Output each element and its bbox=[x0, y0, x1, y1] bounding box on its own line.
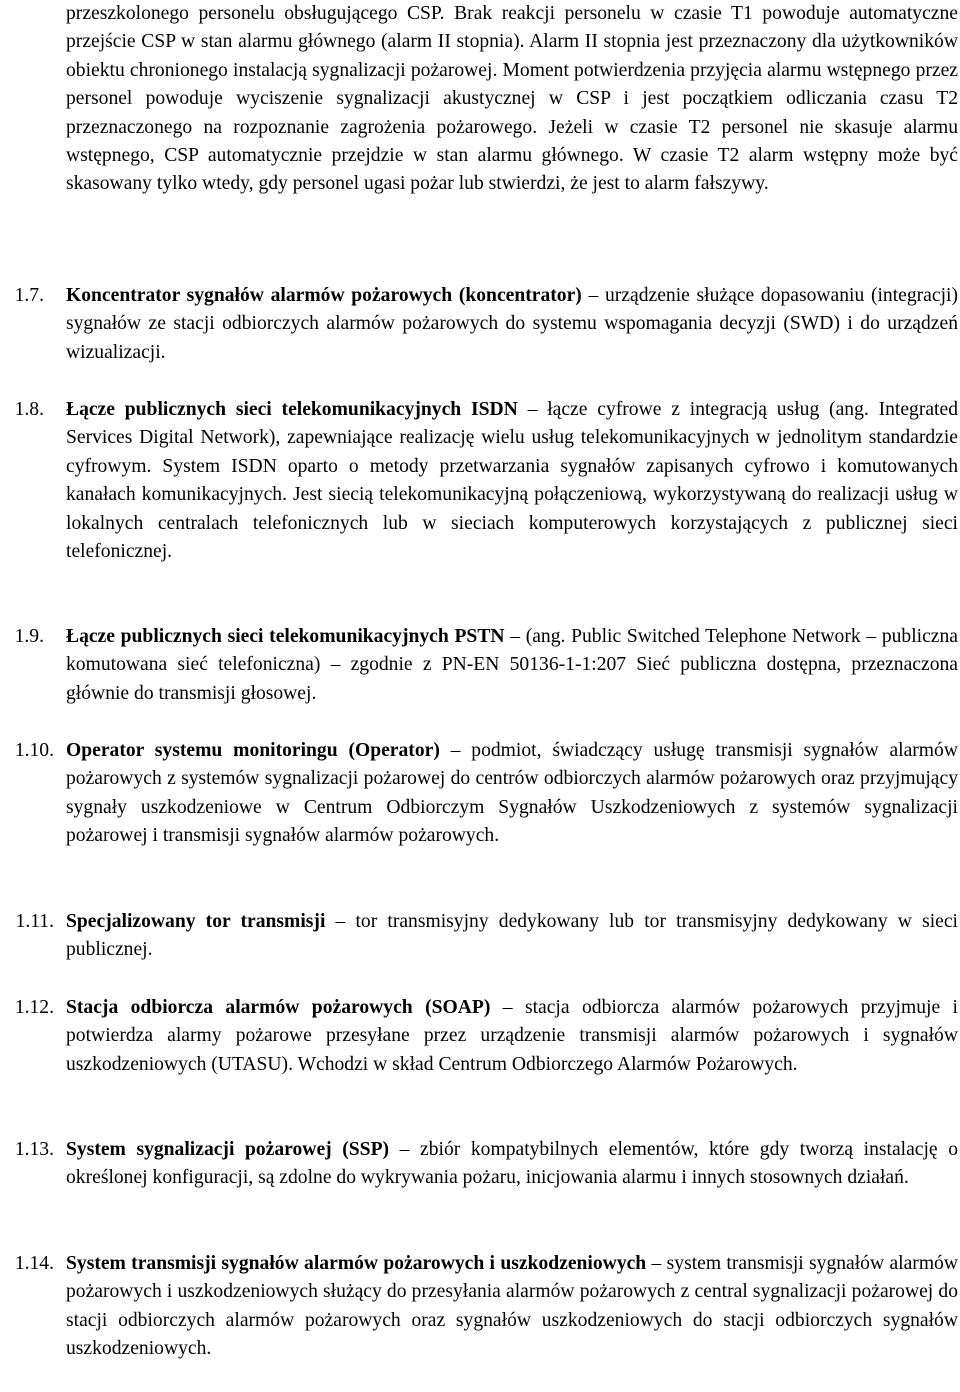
definition-term: Operator systemu monitoringu (Operator) bbox=[66, 740, 440, 761]
definition-body: – łącze cyfrowe z integracją usług (ang. Integrated Services Digital Network), zapewniające realizację wielu usług telekomunikacyjnych w jednolitym standardzie cyfrowym. System ISDN oparto o metody przetwarzania sygnałów zapisanych cyfrowo i komutowanych kanałach komunikacyjnych. Jest siecią telekomunikacyjną połączeniową, wykorzystywaną do realizacji usług w lokalnych centralach telefonicznych lub w sieciach komputerowych korzystających z publicznej sieci telefonicznej. bbox=[66, 399, 958, 563]
definition-text bbox=[66, 1250, 958, 1364]
definition-text bbox=[66, 994, 958, 1079]
definition-body: – system transmisji sygnałów alarmów pożarowych i uszkodzeniowych służący do przesyłania alarmów pożarowych z central sygnalizacji pożarowej do stacji odbiorczych alarmów pożarowych oraz sygnałów uszkodzeniowych do stacji odbiorczych sygnałów uszkodzeniowych. bbox=[66, 1253, 959, 1360]
definition-text bbox=[66, 396, 958, 566]
definition-term: Stacja odbiorcza alarmów pożarowych (SOAP) bbox=[66, 997, 491, 1018]
definition-1-12 bbox=[0, 994, 958, 1079]
definition-term: Specjalizowany tor transmisji bbox=[66, 911, 326, 932]
intro-paragraph: przeszkolonego personelu obsługującego CSP. Brak reakcji personelu w czasie T1 powoduje automatyczne przejście CSP w stan alarmu głównego (alarm II stopnia). Alarm II stopnia jest przeznaczony dla użytkowników obiektu chronionego instalacją sygnalizacji pożarowej. Moment potwierdzenia przyjęcia alarmu wstępnego przez personel powoduje wyciszenie sygnalizacji akustycznej w CSP i jest początkiem odliczania czasu T2 przeznaczonego na rozpoznanie zagrożenia pożarowego. Jeżeli w czasie T2 personel nie skasuje alarmu wstępnego, CSP automatycznie przejdzie w stan alarmu głównego. W czasie T2 alarm wstępny może być skasowany tylko wtedy, gdy personel ugasi pożar lub stwierdzi, że jest to alarm fałszywy. bbox=[66, 3, 958, 195]
definition-term: Łącze publicznych sieci telekomunikacyjnych ISDN bbox=[66, 399, 518, 420]
definition-term: System transmisji sygnałów alarmów pożarowych i uszkodzeniowych bbox=[66, 1253, 647, 1274]
definition-term: Łącze publicznych sieci telekomunikacyjnych PSTN bbox=[66, 626, 505, 647]
definition-1-14 bbox=[0, 1250, 958, 1364]
definition-term: Koncentrator sygnałów alarmów pożarowych (koncentrator) bbox=[66, 285, 582, 306]
definition-number: 1.10. bbox=[14, 740, 54, 761]
definition-body: – podmiot, świadczący usługę transmisji sygnałów alarmów pożarowych z systemów sygnalizacji pożarowej do centrów odbiorczych alarmów pożarowych oraz przyjmujący sygnały uszkodzeniowe w Centrum Odbiorczym Sygnałów Uszkodzeniowych z systemów sygnalizacji pożarowej i transmisji sygnałów alarmów pożarowych. bbox=[66, 740, 958, 847]
definition-1-10 bbox=[0, 737, 958, 851]
definition-1-9 bbox=[0, 623, 958, 708]
definition-text bbox=[66, 908, 958, 965]
definition-1-8 bbox=[0, 396, 958, 566]
definition-number: 1.13. bbox=[14, 1139, 54, 1160]
definition-body: – zbiór kompatybilnych elementów, które gdy tworzą instalację o określonej konfiguracji, są zdolne do wykrywania pożaru, inicjowania alarmu i innych stosownych działań. bbox=[66, 1139, 959, 1189]
definition-text bbox=[66, 623, 958, 708]
definition-body: – (ang. Public Switched Telephone Network – publiczna komutowana sieć telefoniczna) – zgodnie z PN-EN 50136-1-1:207 Sieć publiczna dostępna, przeznaczona głównie do transmisji głosowej. bbox=[66, 626, 958, 704]
definition-number: 1.9. bbox=[14, 626, 44, 647]
definition-text bbox=[66, 1136, 958, 1193]
definition-text bbox=[66, 282, 958, 367]
definition-number: 1.11. bbox=[15, 911, 54, 932]
definition-body: – stacja odbiorcza alarmów pożarowych przyjmuje i potwierdza alarmy pożarowe przesyłane przez urządzenie transmisji alarmów pożarowych i sygnałów uszkodzeniowych (UTASU). Wchodzi w skład Centrum Odbiorczego Alarmów Pożarowych. bbox=[66, 997, 958, 1075]
definition-1-7 bbox=[0, 282, 958, 367]
definition-number: 1.7. bbox=[14, 285, 44, 306]
definition-1-11 bbox=[0, 908, 958, 965]
definition-number: 1.14. bbox=[14, 1253, 54, 1274]
definition-number: 1.8. bbox=[14, 399, 44, 420]
definition-1-13 bbox=[0, 1136, 958, 1193]
definition-body: – tor transmisyjny dedykowany lub tor transmisyjny dedykowany w sieci publicznej. bbox=[66, 911, 958, 961]
definition-term: System sygnalizacji pożarowej (SSP) bbox=[66, 1139, 390, 1160]
definition-body: – urządzenie służące dopasowaniu (integracji) sygnałów ze stacji odbiorczych alarmów pożarowych do systemu wspomagania decyzji (SWD) i do urządzeń wizualizacji. bbox=[66, 285, 958, 363]
definition-text bbox=[66, 737, 958, 851]
definition-number: 1.12. bbox=[14, 997, 54, 1018]
